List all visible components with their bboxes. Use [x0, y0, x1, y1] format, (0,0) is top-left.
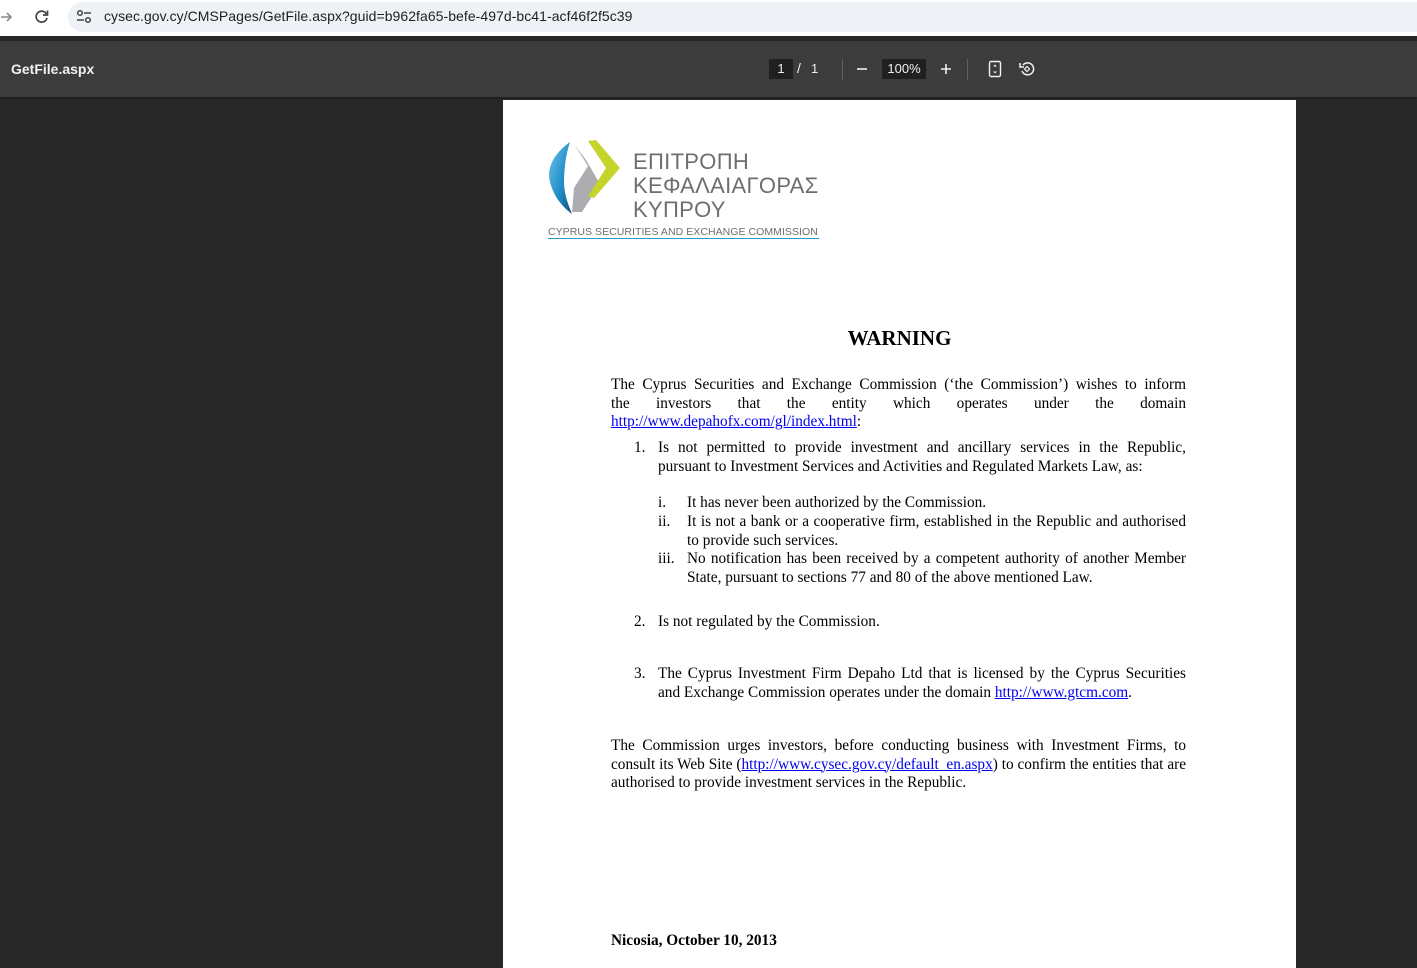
sublist-number: iii.	[658, 550, 675, 567]
site-info-tune-icon[interactable]	[74, 7, 94, 27]
list-number: 2.	[634, 613, 646, 630]
sublist-number: ii.	[658, 513, 671, 530]
cysec-website-link[interactable]: http://www.cysec.gov.cy/default_en.aspx	[741, 755, 993, 773]
logo-greek-line: ΚΕΦΑΛΑΙΑΓΟΡΑΣ	[633, 173, 819, 198]
logo-greek-line: ΕΠΙΤΡΟΠΗ	[633, 149, 750, 174]
cysec-chevron-logo-icon	[548, 140, 628, 220]
logo-underline	[548, 238, 819, 239]
intro-colon: :	[856, 413, 862, 430]
zoom-out-minus-icon[interactable]	[850, 57, 874, 81]
logo-greek-line: ΚΥΠΡΟΥ	[633, 197, 726, 222]
url-text[interactable]: cysec.gov.cy/CMSPages/GetFile.aspx?guid=b962fa65-befe-497d-bc41-acf46f2f5c39	[104, 8, 633, 24]
sublist-number: i.	[658, 494, 667, 511]
list-item: Is not regulated by the Commission.	[658, 613, 880, 630]
sublist-item: No notification has been received by a competent authority of another Member State, pursuant to sections 77 and 80 of the above mentioned Law.	[687, 550, 1186, 586]
list-item-text: The Cyprus Investment Firm Depaho Ltd that is licensed by the Cyprus Securities and Exchange Commission operates under the domain	[658, 665, 1186, 701]
pdf-page	[503, 100, 1296, 968]
closing-text-end: ) to confirm the entities that are authorised to provide investment services in the Republic.	[611, 755, 1187, 791]
zoom-level-input[interactable]: 100%	[882, 59, 926, 79]
rotate-icon[interactable]	[1015, 57, 1039, 81]
closing-paragraph	[611, 737, 1186, 793]
closing-text: The Commission urges investors, before conducting business with Investment Firms, to consult its Web Site (	[611, 737, 1186, 773]
sublist-item: It has never been authorized by the Commission.	[687, 494, 987, 511]
gtcm-link[interactable]: http://www.gtcm.com	[994, 683, 1129, 701]
toolbar-divider	[842, 59, 843, 80]
signoff-date: Nicosia, October 10, 2013	[611, 932, 777, 949]
fit-page-icon[interactable]	[983, 57, 1007, 81]
list-item: Is not permitted to provide investment and ancillary services in the Republic, pursuant to Investment Services and Activities and Regulated Markets Law, as:	[658, 439, 1186, 475]
list-item	[658, 665, 1186, 702]
browser-address-bar	[0, 0, 1417, 36]
zoom-in-plus-icon[interactable]	[934, 57, 958, 81]
logo-english-text: CYPRUS SECURITIES AND EXCHANGE COMMISSION	[548, 226, 818, 238]
warning-heading: WARNING	[847, 326, 952, 350]
intro-link-line	[611, 413, 861, 432]
reload-icon[interactable]	[32, 7, 52, 27]
list-number: 1.	[634, 439, 646, 456]
intro-line-1: The Cyprus Securities and Exchange Commission (‘the Commission’) wishes to inform	[611, 376, 1186, 393]
list-number: 3.	[634, 665, 646, 682]
logo-greek-text	[633, 150, 819, 222]
intro-line-2: the investors that the entity which operates under the domain	[611, 394, 1186, 412]
forward-arrow-icon[interactable]	[0, 8, 14, 26]
page-total: 1	[811, 61, 819, 76]
sublist-item: It is not a bank or a cooperative firm, established in the Republic and authorised to provide such services.	[687, 513, 1186, 549]
list-item-text-end: .	[1128, 683, 1132, 701]
document-title: GetFile.aspx	[11, 61, 95, 77]
pdf-toolbar	[0, 41, 1417, 97]
depahofx-link[interactable]: http://www.depahofx.com/gl/index.html	[611, 413, 857, 430]
cysec-logo	[548, 140, 823, 242]
page-separator: /	[797, 60, 801, 76]
page-number-input[interactable]: 1	[769, 59, 793, 79]
toolbar-divider	[967, 59, 968, 80]
